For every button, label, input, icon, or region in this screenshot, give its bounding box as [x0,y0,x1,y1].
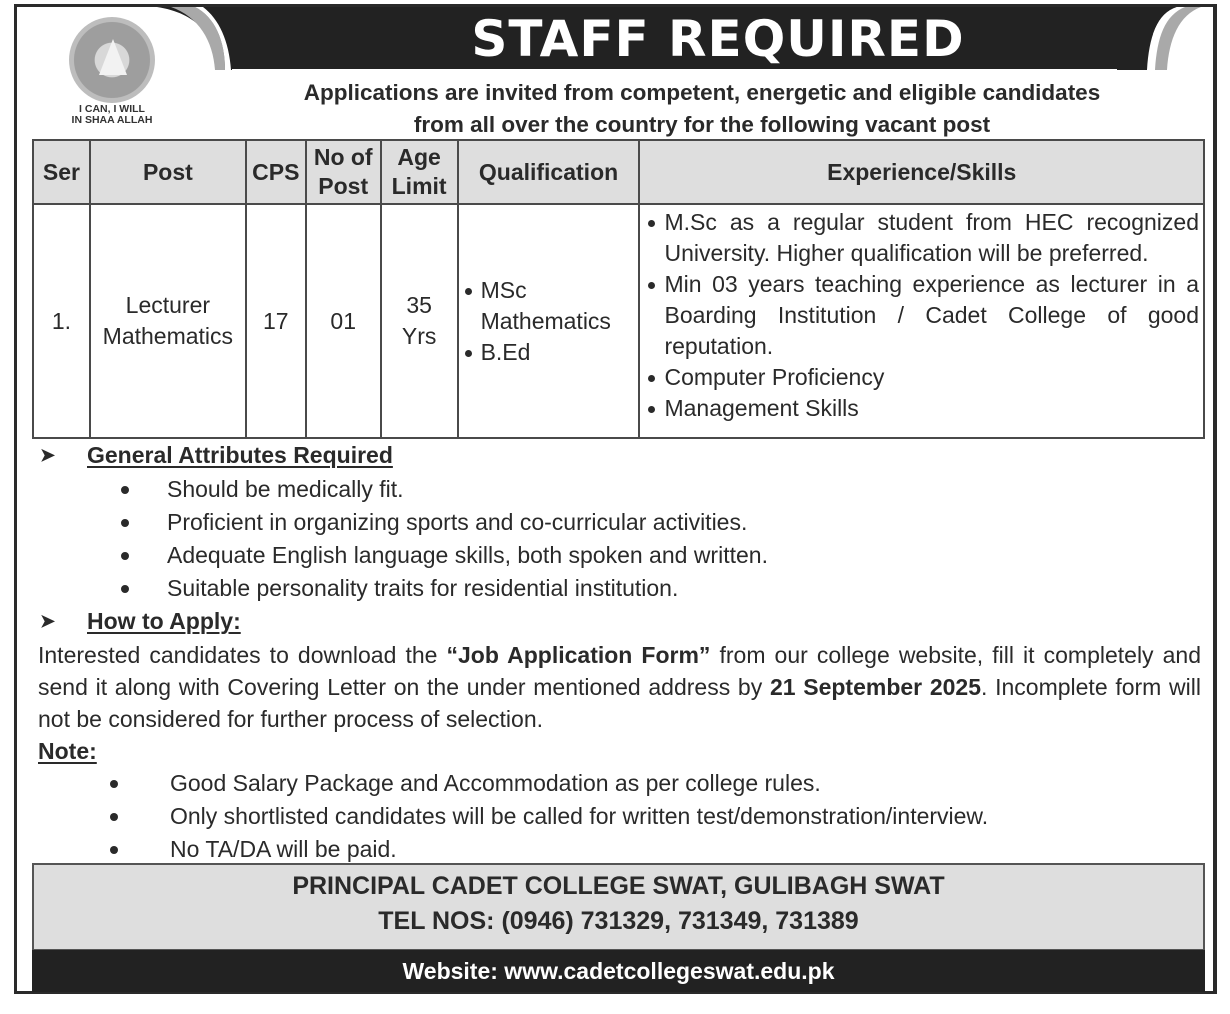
col-header-experience: Experience/Skills [639,140,1204,204]
note-item: Good Salary Package and Accommodation as per college rules. [170,767,1205,800]
cell-qualification [458,204,640,438]
left-swoosh-decoration [157,7,232,70]
contact-address-box [32,863,1205,951]
apply-text-part: from our college website, fill it completely and send it along with Covering Letter on the under mentioned address by [38,642,1201,700]
college-motto [47,104,177,126]
col-header-age-line1: Age [397,144,441,170]
qualification-item: B.Ed [459,337,639,368]
intro-line-2: from all over the country for the following vacant post [413,112,991,137]
cell-cps: 17 [246,204,306,438]
how-to-apply-text [32,639,1205,735]
post-line-1: Lecturer [125,292,211,318]
note-heading: Note: [38,738,97,764]
note-item: Only shortlisted candidates will be called for written test/demonstration/interview. [170,800,1205,833]
arrow-bullet-icon: ➤ [40,445,56,465]
arrow-bullet-icon: ➤ [40,611,56,631]
qualification-list [459,275,639,368]
post-line-2: Mathematics [102,323,234,349]
col-header-ser: Ser [33,140,90,204]
how-to-apply-heading [32,605,1205,639]
col-header-age-line2: Limit [391,173,447,199]
col-header-qualification: Qualification [458,140,640,204]
apply-text-part: Interested candidates to download the [38,642,447,668]
attribute-item: Proficient in organizing sports and co-curricular activities. [167,506,1205,539]
table-row [33,204,1204,438]
cell-no-of-post: 01 [306,204,381,438]
job-application-form-name: “Job Application Form” [446,642,711,668]
attribute-item: Suitable personality traits for residential institution. [167,572,1205,605]
experience-item: Min 03 years teaching experience as lecturer in a Boarding Institution / Cadet College of good reputation. [642,269,1199,362]
col-header-age-limit [381,140,458,204]
col-header-no-of-post-line1: No of [313,144,373,170]
attribute-item: Adequate English language skills, both spoken and written. [167,539,1205,572]
experience-item: M.Sc as a regular student from HEC recognized University. Higher qualification will be preferred. [642,207,1199,269]
attribute-item: Should be medically fit. [167,473,1205,506]
general-attributes-list [32,473,1205,605]
cell-ser: 1. [33,204,90,438]
intro-line-1: Applications are invited from competent, energetic and eligible candidates [303,80,1101,105]
page-title: STAFF REQUIRED [471,10,965,68]
motto-line-2: IN SHAA ALLAH [71,114,153,126]
website-bar [32,950,1205,992]
note-list [32,767,1205,866]
general-attributes-heading [32,439,1205,473]
age-line-1: 35 [406,292,432,318]
apply-text-part: . Incomplete form will not be considered for further process of selection. [38,674,1201,732]
col-header-no-of-post [306,140,381,204]
principal-address: PRINCIPAL CADET COLLEGE SWAT, GULIBAGH SWAT [292,872,945,900]
body-content [32,439,1205,866]
table-header-row [33,140,1204,204]
col-header-no-of-post-line2: Post [318,173,369,199]
experience-item: Computer Proficiency [642,362,1199,393]
experience-list [642,207,1199,424]
website-link[interactable]: Website: www.cadetcollegeswat.edu.pk [402,958,835,984]
college-crest-icon [69,17,155,103]
age-line-2: Yrs [401,323,437,349]
col-header-post: Post [90,140,246,204]
cell-experience [639,204,1204,438]
advertisement-frame [14,4,1217,994]
telephone-numbers: TEL NOS: (0946) 731329, 731349, 731389 [378,907,859,935]
cell-age-limit [381,204,458,438]
intro-text [207,77,1197,141]
note-item: No TA/DA will be paid. [170,833,1205,866]
application-deadline: 21 September 2025 [769,674,981,700]
general-attributes-label: General Attributes Required [87,442,393,468]
motto-line-1: I CAN, I WILL [79,103,145,115]
qualification-item: MSc Mathematics [459,275,621,337]
cell-post [90,204,246,438]
how-to-apply-label: How to Apply: [87,608,241,634]
vacancy-table [32,139,1205,439]
experience-item: Management Skills [642,393,1199,424]
col-header-cps: CPS [246,140,306,204]
